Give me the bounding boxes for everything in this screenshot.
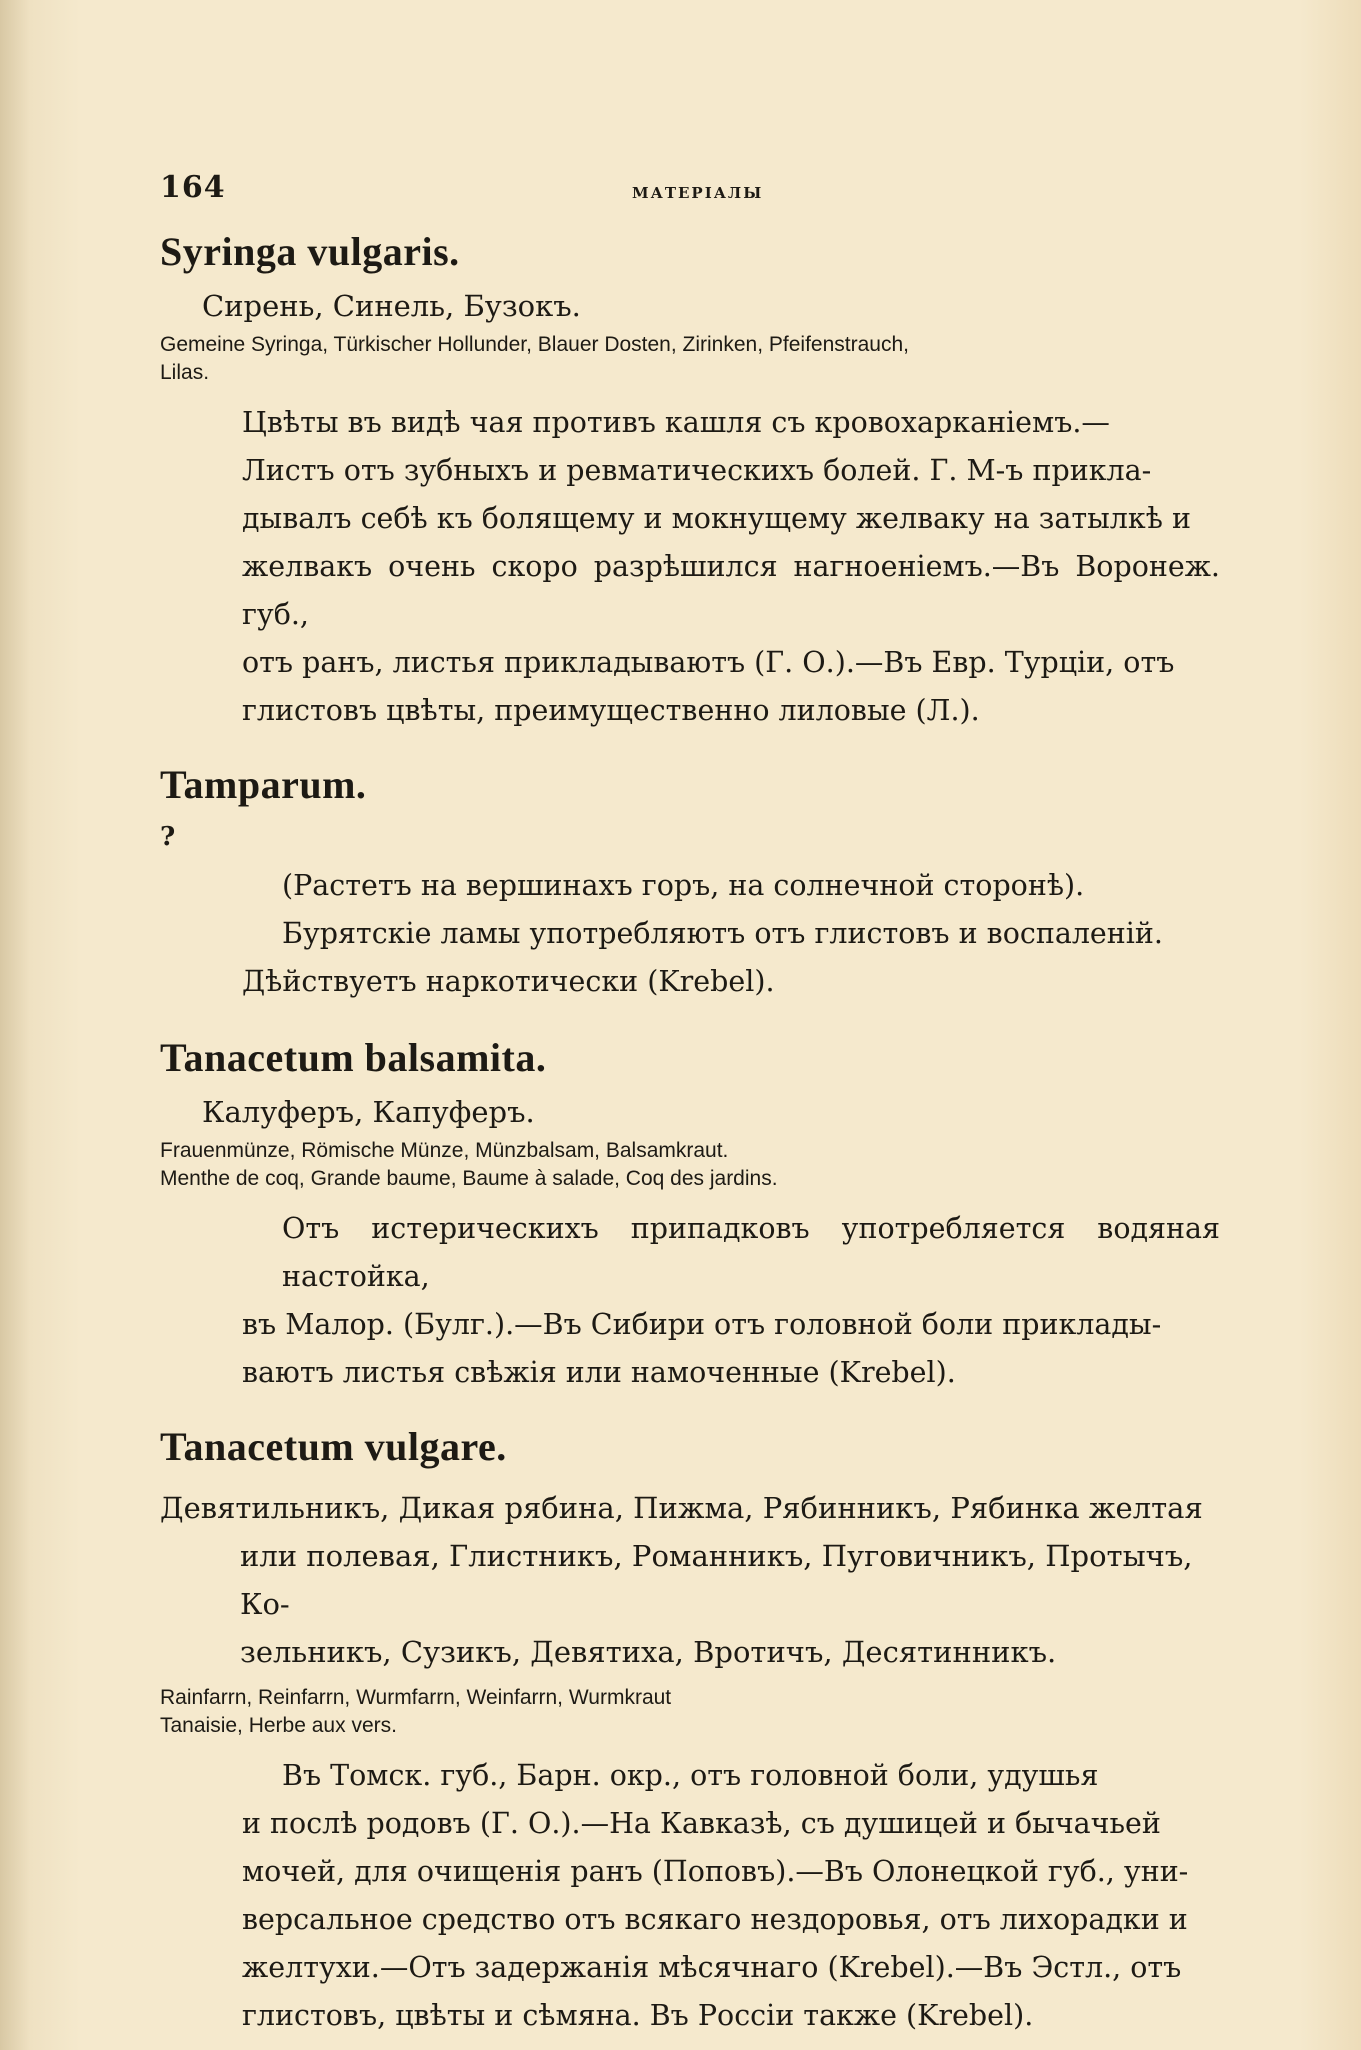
text-line: (Растетъ на вершинахъ горъ, на солнечной сторонѣ).: [282, 869, 1085, 902]
text-line: глистовъ цвѣты, преимущественно лиловые (Л.).: [242, 694, 980, 727]
entry-syringa-vulgaris: [160, 228, 1220, 735]
text-line: Бурятскіе ламы употребляютъ отъ глистовъ и воспаленій.: [282, 917, 1163, 950]
text-line: Отъ истерическихъ припадковъ употребляется водяная настойка,: [282, 1212, 1220, 1293]
entry-text: [160, 399, 1220, 735]
entry-foreign-names: Lilas.: [160, 361, 210, 384]
entry-text: [160, 1752, 1220, 2040]
entry-latin-name: Tanacetum vulgare.: [160, 1424, 507, 1469]
text-line: отъ ранъ, листья прикладываютъ (Г. О.).—Въ Евр. Турціи, отъ: [242, 646, 1175, 679]
entry-unknown-marker: ?: [160, 822, 176, 852]
text-line: ваютъ листья свѣжія или намоченные (Krebel).: [242, 1356, 956, 1389]
text-line: Дѣйствуетъ наркотически (Krebel).: [242, 965, 775, 998]
page-number: 164: [160, 170, 226, 205]
entry-foreign-names: Menthe de coq, Grande baume, Baume à salade, Coq des jardins.: [160, 1167, 778, 1190]
text-line: желтухи.—Отъ задержанія мѣсячнаго (Krebel).—Въ Эстл., отъ: [242, 1951, 1182, 1984]
text-line: и послѣ родовъ (Г. О.).—На Кавказѣ, съ душицей и бычачьей: [242, 1807, 1161, 1840]
running-head: МАТЕРІАЛЫ: [632, 184, 764, 202]
text-line: въ Малор. (Булг.).—Въ Сибири отъ головной боли приклады-: [242, 1308, 1162, 1341]
text-line: версальное средство отъ всякаго нездоровья, отъ лихорадки и: [242, 1903, 1188, 1936]
entry-tanacetum-balsamita: [160, 1034, 1220, 1397]
entry-russian-names: Сирень, Синель, Бузокъ.: [202, 289, 581, 323]
page-content: [160, 170, 1220, 2040]
entry-text: [160, 1205, 1220, 1397]
text-line: желвакъ очень скоро разрѣшился нагноеніемъ.—Въ Воронеж. губ.,: [242, 550, 1220, 631]
entry-latin-name: Tanacetum balsamita.: [160, 1035, 547, 1080]
text-line: Листъ отъ зубныхъ и ревматическихъ болей. Г. М-ъ прикла-: [242, 454, 1152, 487]
entry-latin-name: Syringa vulgaris.: [160, 229, 460, 274]
text-line: глистовъ, цвѣты и сѣмяна. Въ Россіи также (Krebel).: [242, 1999, 1034, 2032]
entry-latin-name: Tamparum.: [160, 762, 367, 807]
entry-foreign-names: Rainfarrn, Reinfarrn, Wurmfarrn, Weinfarrn, Wurmkraut: [160, 1686, 672, 1709]
entry-foreign-names: Frauenmünze, Römische Münze, Münzbalsam, Balsamkraut.: [160, 1139, 729, 1162]
text-line: мочей, для очищенія ранъ (Поповъ).—Въ Олонецкой губ., уни-: [242, 1855, 1189, 1888]
entry-foreign-names: Gemeine Syringa, Türkischer Hollunder, Blauer Dosten, Zirinken, Pfeifenstrauch,: [160, 333, 909, 356]
entry-foreign-names: Tanaisie, Herbe aux vers.: [160, 1714, 397, 1737]
entry-russian-names: Калуферъ, Капуферъ.: [202, 1095, 535, 1129]
text-line: Въ Томск. губ., Барн. окр., отъ головной боли, удушья: [282, 1759, 1099, 1792]
entry-russian-names: [160, 1484, 1220, 1676]
text-line: дывалъ себѣ къ болящему и мокнущему желваку на затылкѣ и: [242, 502, 1191, 535]
russian-names-line: зельникъ, Сузикъ, Девятиха, Вротичъ, Десятинникъ.: [240, 1635, 1057, 1669]
russian-names-line: или полевая, Глистникъ, Романникъ, Пуговичникъ, Протычъ, Ко-: [240, 1539, 1193, 1621]
entry-text: [160, 862, 1220, 1006]
text-line: Цвѣты въ видѣ чая противъ кашля съ кровохарканіемъ.—: [242, 406, 1110, 439]
entry-tanacetum-vulgare: [160, 1423, 1220, 2040]
russian-names-line: Девятильникъ, Дикая рябина, Пижма, Рябинникъ, Рябинка желтая: [160, 1491, 1203, 1525]
page-header: [160, 170, 1220, 210]
entry-tamparum: [160, 761, 1220, 1006]
